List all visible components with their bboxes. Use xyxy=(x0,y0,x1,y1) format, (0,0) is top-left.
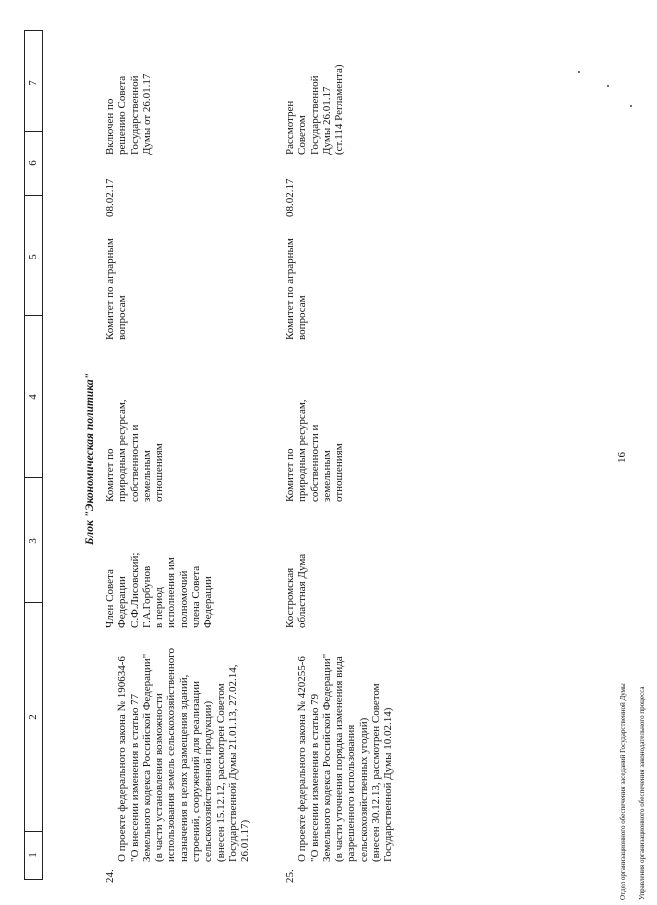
column-number: 4 xyxy=(27,394,39,400)
row-number: 24. xyxy=(104,869,116,883)
column-number: 5 xyxy=(27,254,39,260)
responsible-committee: Комитет по природным ресурсам, собственности и земельным отношениям xyxy=(284,399,346,502)
co-executor-committee: Комитет по аграрным вопросам xyxy=(284,238,309,340)
column-divider xyxy=(25,831,42,832)
block-title: Блок "Экономическая политика" xyxy=(84,372,96,545)
row-number: 25. xyxy=(284,869,296,883)
column-divider xyxy=(25,315,42,316)
bill-title xyxy=(284,634,407,862)
column-number: 2 xyxy=(27,714,39,720)
column-number: 7 xyxy=(27,80,39,86)
footer-line: Отдел организационного обеспечения заседаний Государственной Думы xyxy=(619,683,628,900)
footer-line: Управления организационного обеспечения законодательного процесса xyxy=(638,686,647,900)
co-executor-committee: Комитет по аграрным вопросам xyxy=(104,238,129,340)
column-divider xyxy=(25,477,42,478)
bill-description: О проекте федерального закона № 420255-6 "О внесении изменения в статью 79 Земельного кодекса Российской Федерации" (в части уточнения порядка изменения вида разрешенного использования сельскохозяйственных угодий) xyxy=(296,653,370,862)
scan-speck xyxy=(578,71,580,73)
status: Рассмотрен Советом Государственной Думы 26.01.17 (ст.114 Регламента) xyxy=(284,64,346,155)
bill-description: О проекте федерального закона № 190634-6 "О внесении изменения в статью 77 Земельного кодекса Российской Федерации" (в части установления возможности использования земель сельскохозяйственного назначения в целях размещения зданий, строений, сооружений для реализации сельскохозяйственной продукции) xyxy=(116,647,215,862)
column-divider xyxy=(25,602,42,603)
column-number: 3 xyxy=(27,538,39,544)
page-number: 16 xyxy=(616,452,628,463)
footer-department xyxy=(610,683,657,900)
column-number-header xyxy=(24,30,43,880)
scan-speck xyxy=(607,85,609,87)
column-number: 1 xyxy=(27,852,39,858)
consideration-date: 08.02.17 xyxy=(104,178,116,217)
scan-speck xyxy=(630,105,632,107)
bill-title xyxy=(104,634,264,862)
initiator: Костромская областная Дума xyxy=(284,553,309,628)
column-divider xyxy=(25,131,42,132)
column-number: 6 xyxy=(27,160,39,166)
bill-note: (внесен 15.12.12, рассмотрен Советом Государственной Думы 21.01.13, 27.02.14, 26.01.17) xyxy=(214,664,252,862)
bill-note: (внесен 30.12.13, рассмотрен Советом Государственной Думы 10.02.14) xyxy=(370,683,395,862)
column-divider xyxy=(25,195,42,196)
consideration-date: 08.02.17 xyxy=(284,178,296,217)
initiator: Член Совета Федерации С.Ф.Лисовский; Г.А.Горбунов в период исполнения им полномочий члена Совета Федерации xyxy=(104,552,215,628)
responsible-committee: Комитет по природным ресурсам, собственности и земельным отношениям xyxy=(104,399,166,502)
status: Включен по решению Совета Государственной Думы от 26.01.17 xyxy=(104,73,153,155)
